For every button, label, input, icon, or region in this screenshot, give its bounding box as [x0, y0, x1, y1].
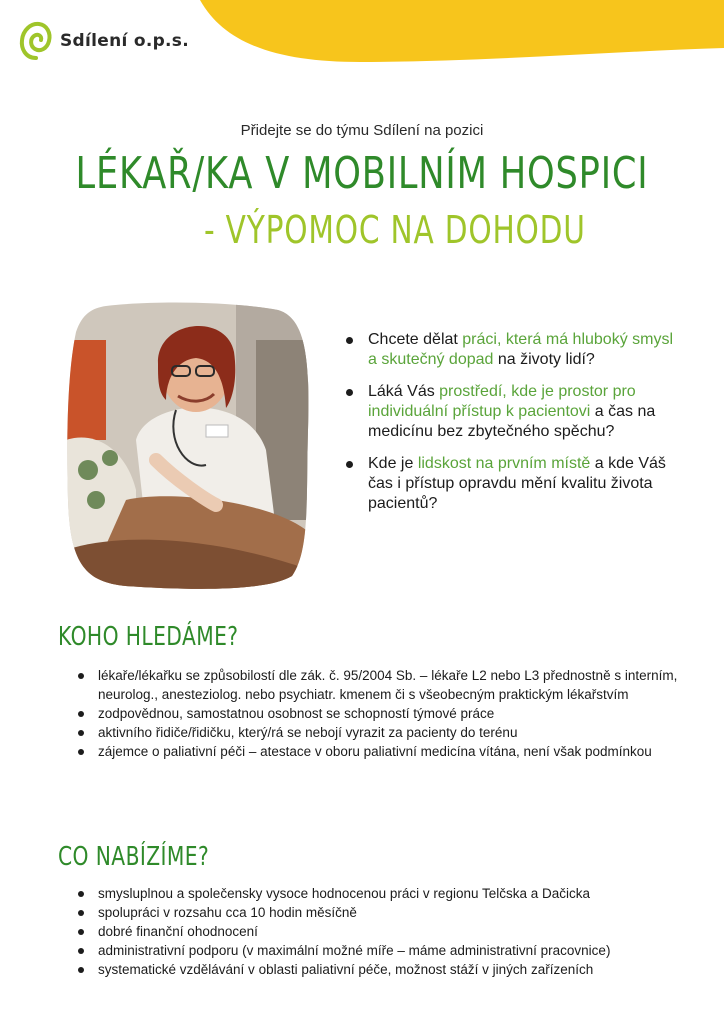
list-item: administrativní podporu (v maximální možné míře – máme administrativní pracovnice) — [78, 941, 688, 960]
doctor-patient-photo — [66, 300, 310, 590]
page-subtitle: - VÝPOMOC NA DOHODU — [204, 208, 586, 252]
seeking-list — [78, 666, 688, 761]
offer-list — [78, 884, 688, 979]
question-item: Chcete dělat práci, která má hluboký smysl a skutečný dopad na životy lidí? — [344, 330, 684, 370]
list-item: aktivního řidiče/řidičku, který/rá se nebojí vyrazit za pacienty do terénu — [78, 723, 688, 742]
list-item: zájemce o paliativní péči – atestace v oboru paliativní medicína vítána, není však podmínkou — [78, 742, 688, 761]
question-item: Láká Vás prostředí, kde je prostor pro individuální přístup k pacientovi a čas na medicínu bez zbytečného spěchu? — [344, 382, 684, 442]
page-title: LÉKAŘ/KA V MOBILNÍM HOSPICI — [75, 148, 649, 199]
logo[interactable] — [18, 18, 189, 64]
list-item: lékaře/lékařku se způsobilostí dle zák. č. 95/2004 Sb. – lékaře L2 nebo L3 přednostně s interním, neurolog., anesteziolog. nebo psychiatr. kmenem či s všeobecným praktickým lékařstvím — [78, 666, 688, 704]
spiral-logo-icon — [18, 18, 54, 64]
intro-text: Přidejte se do týmu Sdílení na pozici — [240, 122, 484, 139]
seeking-heading: KOHO HLEDÁME? — [58, 622, 239, 652]
question-item: Kde je lidskost na prvním místě a kde Váš čas i přístup opravdu mění kvalitu života pacientů? — [344, 454, 684, 514]
logo-text: Sdílení o.p.s. — [60, 31, 189, 51]
questions-list — [344, 330, 684, 526]
list-item: smysluplnou a společensky vysoce hodnocenou práci v regionu Telčska a Dačicka — [78, 884, 688, 903]
list-item: zodpovědnou, samostatnou osobnost se schopností týmové práce — [78, 704, 688, 723]
offer-heading: CO NABÍZÍME? — [58, 842, 210, 872]
list-item: dobré finanční ohodnocení — [78, 922, 688, 941]
list-item: systematické vzdělávání v oblasti paliativní péče, možnost stáží v jiných zařízeních — [78, 960, 688, 979]
list-item: spolupráci v rozsahu cca 10 hodin měsíčně — [78, 903, 688, 922]
